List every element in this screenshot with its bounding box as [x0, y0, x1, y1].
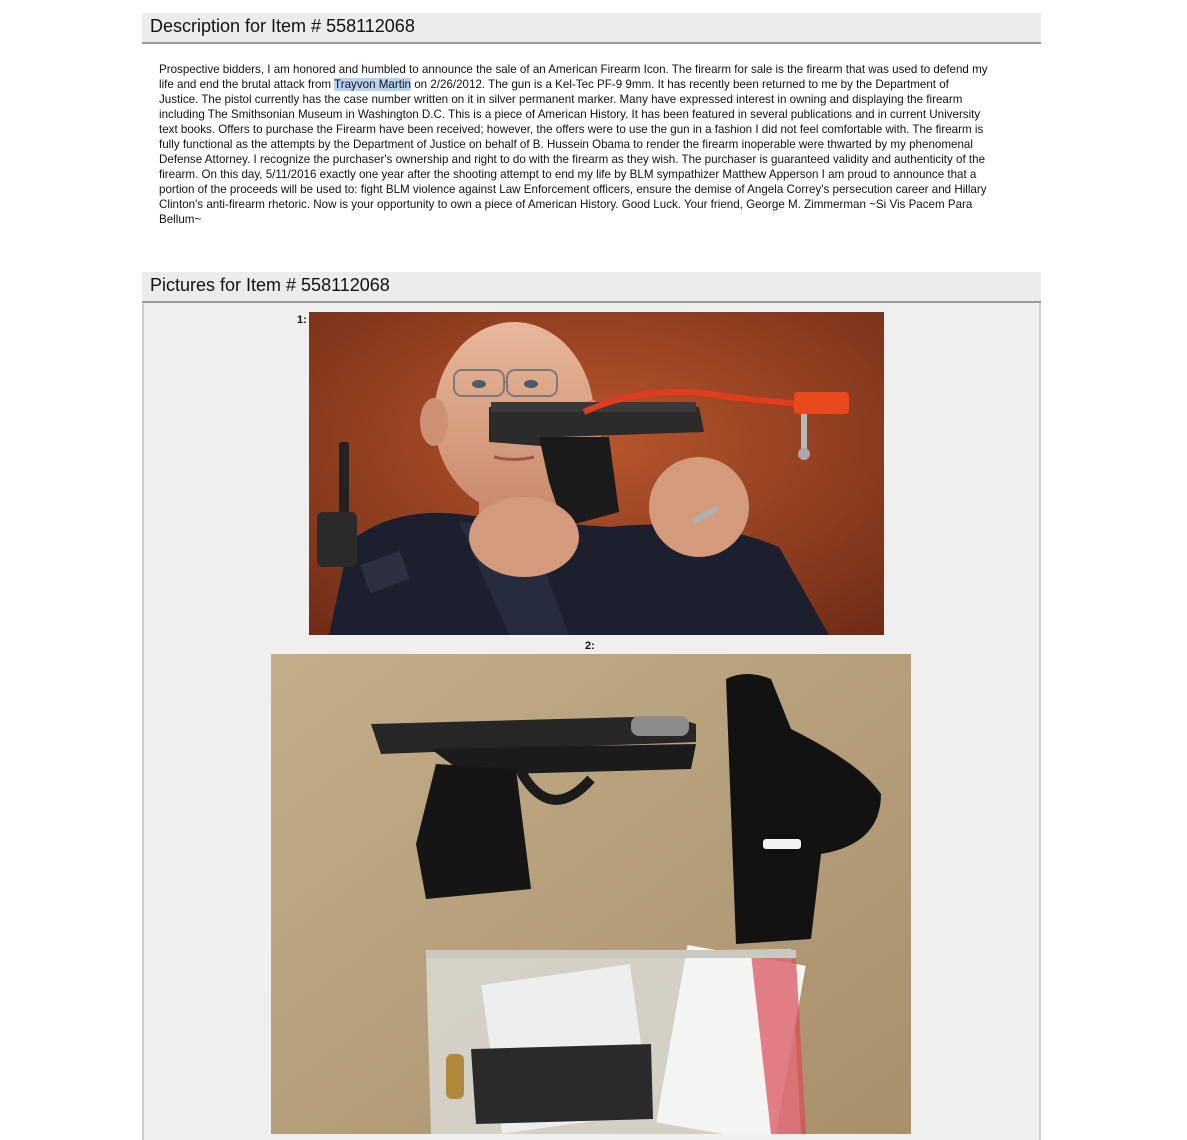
picture-2-pistol-holster-evidence-bag[interactable] [271, 654, 911, 1134]
picture-1-label: 1: [297, 314, 307, 326]
picture-2-label: 2: [585, 640, 595, 652]
highlighted-text[interactable]: Trayvon Martin [334, 78, 411, 91]
description-header [142, 13, 1041, 44]
item-description [159, 62, 989, 227]
pictures-title: Pictures for Item # 558112068 [150, 275, 390, 295]
evidence-photo-illustration [271, 654, 911, 1134]
officer-photo-illustration [309, 312, 884, 635]
pictures-header [142, 272, 1041, 303]
description-title: Description for Item # 558112068 [150, 16, 415, 36]
picture-1-officer-holding-pistol[interactable] [309, 312, 884, 635]
description-text-part-2: on 2/26/2012. The gun is a Kel-Tec PF-9 9mm. It has recently been returned to me by the Department of Justice. The pistol currently has the case number written on it in silver permanent marker. Many have expressed interest in owning and displaying the firearm including The Smithsonian Museum in Washington D.C. This is a piece of American History. It has been featured in several publications and in current University text books. Offers to purchase the Firearm have been received; however, the offers were to use the gun in a fashion I did not feel comfortable with. The firearm is fully functional as the attempts by the Department of Justice on behalf of B. Hussein Obama to render the firearm inoperable were thwarted by my phenomenal Defense Attorney. I recognize the purchaser's ownership and right to do with the firearm as they wish. The purchaser is guaranteed validity and authenticity of the firearm. On this day, 5/11/2016 exactly one year after the shooting attempt to end my life by BLM sympathizer Matthew Apperson I am proud to announce that a portion of the proceeds will be used to: fight BLM violence against Law Enforcement officers, ensure the demise of Angela Correy's persecution career and Hillary Clinton's anti-firearm rhetoric. Now is your opportunity to own a piece of American History. Good Luck. Your friend, George M. Zimmerman ~Si Vis Pacem Para Bellum~ [159, 78, 987, 226]
description-text-part-1: Prospective bidders, I am honored and humbled to announce the sale of an American Firearm Icon. The firearm for sale is the firearm that was used to defend my life and end the brutal attack from [159, 63, 988, 91]
